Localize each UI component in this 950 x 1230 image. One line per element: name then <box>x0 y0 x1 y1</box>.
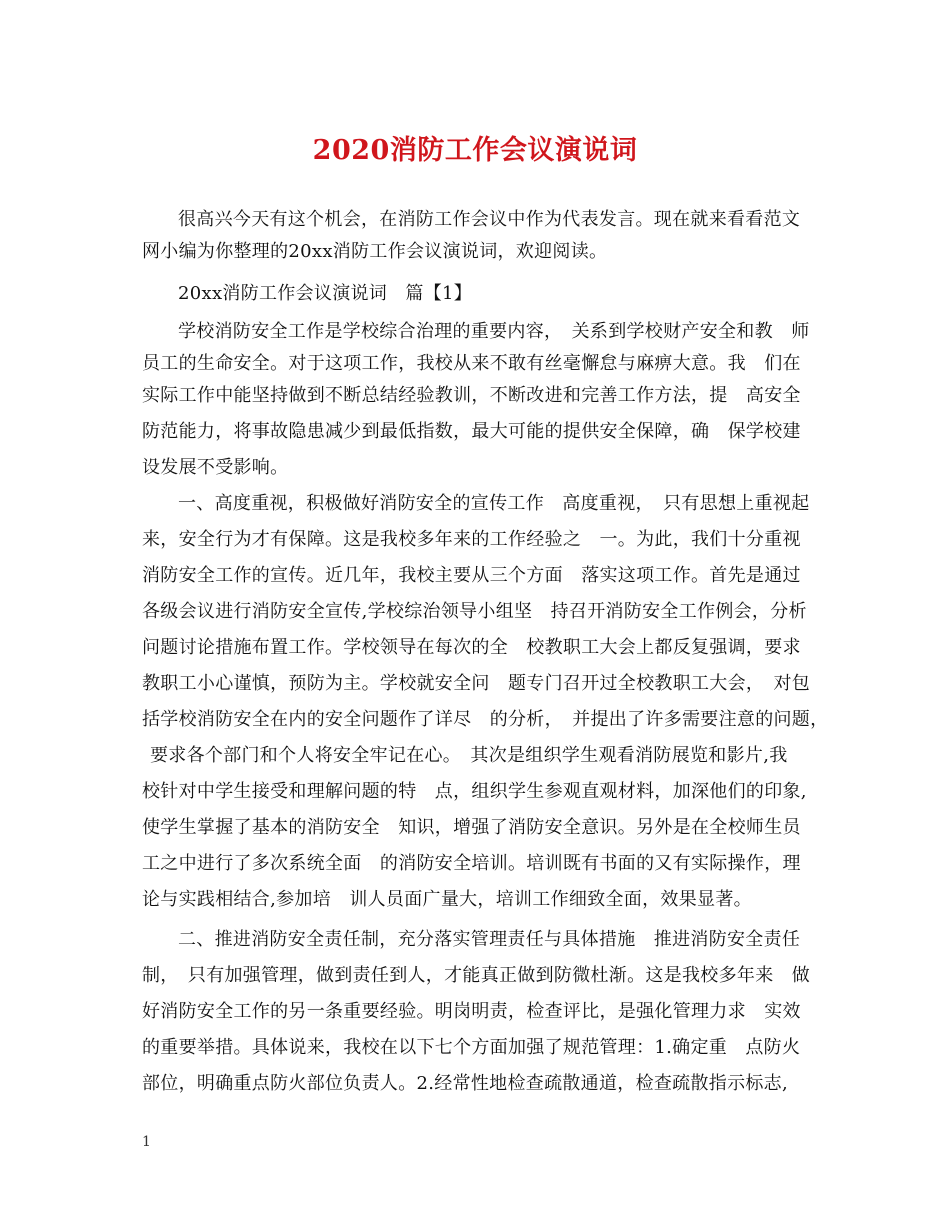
text-line: 论与实践相结合,参加培 训人员面广量大，培训工作细致全面，效果显著。 <box>142 889 752 910</box>
page-title: 2020消防工作会议演说词 <box>312 135 638 166</box>
text-line: 实际工作中能坚持做到不断总结经验教训，不断改进和完善工作方法，提 高安全 <box>142 385 801 406</box>
text-line: 防范能力，将事故隐患减少到最低指数，最大可能的提供安全保障，确 保学校建 <box>142 421 801 442</box>
text-line: 来，安全行为才有保障。这是我校多年来的工作经验之 一。为此，我们十分重视 <box>142 529 801 550</box>
text-line: 部位，明确重点防火部位负责人。2.经常性地检查疏散通道，检查疏散指示标志, <box>142 1073 788 1094</box>
text-line: 的重要举措。具体说来，我校在以下七个方面加强了规范管理：1.确定重 点防火 <box>142 1037 801 1058</box>
text-line: 各级会议进行消防安全宣传,学校综治领导小组坚 持召开消防安全工作例会，分析 <box>142 601 807 622</box>
text-line: 员工的生命安全。对于这项工作，我校从来不敢有丝毫懈怠与麻痹大意。我 们在 <box>142 353 801 374</box>
text-line: 问题讨论措施布置工作。学校领导在每次的全 校教职工大会上都反复强调，要求 <box>142 637 801 658</box>
text-line: 校针对中学生接受和理解问题的特 点，组织学生参观直观材料，加深他们的印象, <box>142 781 807 802</box>
text-line: 好消防安全工作的另一条重要经验。明岗明责，检查评比，是强化管理力求 实效 <box>142 1001 801 1022</box>
text-line: 设发展不受影响。 <box>142 457 289 478</box>
text-line: 学校消防安全工作是学校综合治理的重要内容， 关系到学校财产安全和教 师 <box>178 321 810 342</box>
page-number: 1 <box>142 1134 151 1150</box>
text-line: 很高兴今天有这个机会，在消防工作会议中作为代表发言。现在就来看看范文 <box>178 209 801 230</box>
text-line: 消防安全工作的宣传。近几年，我校主要从三个方面 落实这项工作。首先是通过 <box>142 565 801 586</box>
text-line: 一、高度重视，积极做好消防安全的宣传工作 高度重视， 只有思想上重视起 <box>178 493 810 514</box>
section-heading: 20xx消防工作会议演说词 篇【1】 <box>178 283 473 304</box>
text-line: 括学校消防安全在内的安全问题作了详尽 的分析， 并提出了许多需要注意的问题， <box>142 709 829 730</box>
text-line: 制， 只有加强管理，做到责任到人，才能真正做到防微杜渐。这是我校多年来 做 <box>142 965 811 986</box>
text-line: 要求各个部门和个人将安全牢记在心。 其次是组织学生观看消防展览和影片,我 <box>150 745 788 766</box>
text-line: 工之中进行了多次系统全面 的消防安全培训。培训既有书面的又有实际操作，理 <box>142 853 801 874</box>
text-line: 使学生掌握了基本的消防安全 知识，增强了消防安全意识。另外是在全校师生员 <box>142 817 801 838</box>
text-line: 二、推进消防安全责任制，充分落实管理责任与具体措施 推进消防安全责任 <box>178 929 801 950</box>
text-line: 网小编为你整理的20xx消防工作会议演说词，欢迎阅读。 <box>142 241 608 262</box>
text-line: 教职工小心谨慎，预防为主。学校就安全问 题专门召开过全校教职工大会， 对包 <box>142 673 811 694</box>
